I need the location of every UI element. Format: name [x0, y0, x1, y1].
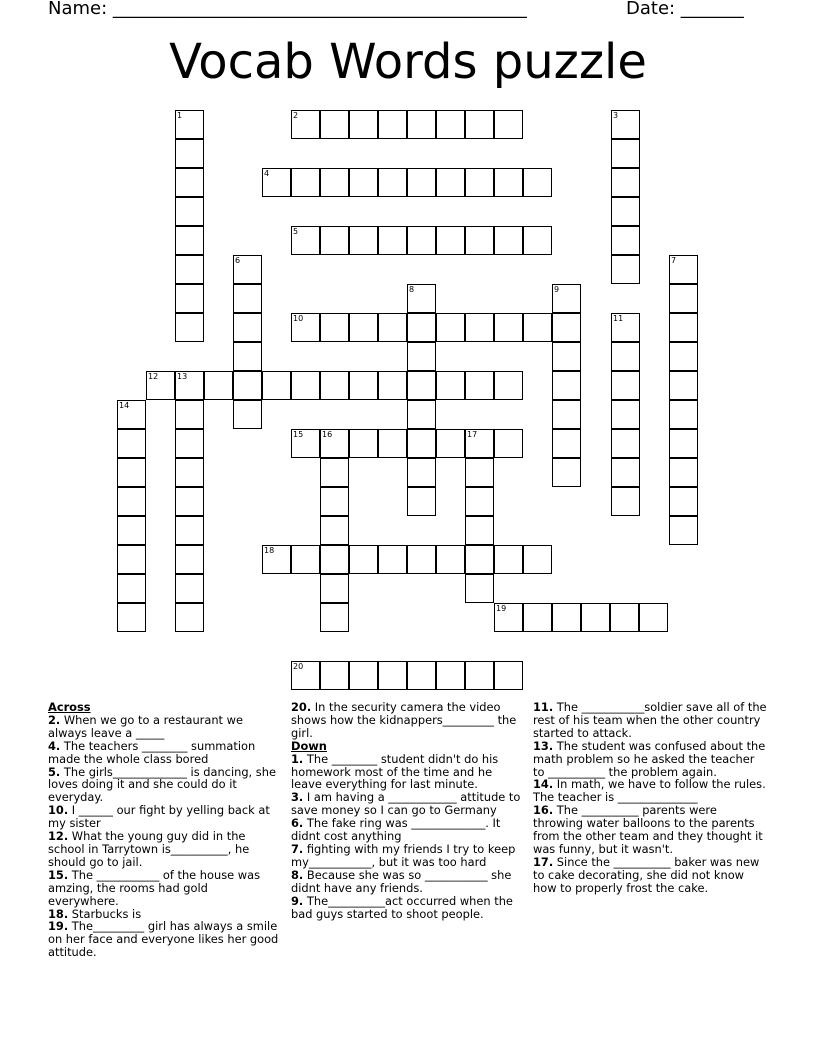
grid-cell[interactable] [175, 487, 204, 516]
grid-cell[interactable] [262, 168, 291, 197]
grid-cell[interactable] [611, 487, 640, 516]
grid-cell[interactable] [291, 226, 320, 255]
clue-number: 20. [291, 700, 312, 714]
clue-text: The_________ girl has always a smile on her face and everyone likes her good attitude. [48, 919, 279, 960]
grid-cell[interactable] [233, 313, 262, 342]
cell-number: 6 [235, 256, 241, 265]
grid-cell[interactable] [465, 516, 494, 545]
grid-cell[interactable] [436, 110, 465, 139]
clue-text: Because she was so ___________ she didnt have any friends. [291, 867, 512, 895]
grid-cell[interactable] [465, 226, 494, 255]
grid-cell[interactable] [407, 371, 436, 400]
grid-cell[interactable] [669, 429, 698, 458]
grid-cell[interactable] [349, 429, 378, 458]
grid-cell[interactable] [465, 487, 494, 516]
grid-cell[interactable] [378, 110, 407, 139]
grid-cell[interactable] [175, 255, 204, 284]
grid-cell[interactable] [494, 226, 523, 255]
clue-number: 1. [291, 751, 304, 766]
grid-cell[interactable] [320, 603, 349, 632]
clue [48, 920, 282, 959]
grid-cell[interactable] [175, 168, 204, 197]
across-heading: Across [48, 700, 91, 714]
grid-cell[interactable] [262, 545, 291, 574]
grid-cell[interactable] [233, 255, 262, 284]
grid-cell[interactable] [436, 545, 465, 574]
grid-cell[interactable] [320, 110, 349, 139]
clue [291, 895, 525, 921]
grid-cell[interactable] [117, 545, 146, 574]
cell-number: 10 [293, 314, 304, 323]
clue [48, 804, 282, 830]
cell-number: 17 [467, 430, 478, 439]
name-line[interactable]: Name: ______________________________________________ [48, 0, 527, 19]
grid-cell[interactable] [407, 429, 436, 458]
grid-cell[interactable] [233, 342, 262, 371]
cell-number: 13 [177, 372, 188, 381]
clue-text: What the young guy did in the school in Tarrytown is__________, he should go to jail. [48, 829, 250, 869]
grid-cell[interactable] [611, 255, 640, 284]
clue-text: The __________ parents were throwing water balloons to the parents from the other team and they thought it was funny, but it wasn't. [533, 803, 763, 856]
grid-cell[interactable] [407, 487, 436, 516]
grid-cell[interactable] [175, 226, 204, 255]
grid-cell[interactable] [669, 400, 698, 429]
grid-cell[interactable] [146, 371, 175, 400]
clue-number: 8. [291, 867, 304, 882]
clue [48, 714, 282, 740]
grid-cell[interactable] [175, 516, 204, 545]
grid-cell[interactable] [175, 139, 204, 168]
grid-cell[interactable] [523, 226, 552, 255]
clues-column-3 [533, 701, 767, 895]
clue [291, 843, 525, 869]
grid-cell[interactable] [669, 458, 698, 487]
grid-cell[interactable] [320, 545, 349, 574]
grid-cell[interactable] [611, 197, 640, 226]
grid-cell[interactable] [494, 603, 523, 632]
clue [291, 701, 525, 740]
grid-cell[interactable] [611, 226, 640, 255]
grid-cell[interactable] [378, 226, 407, 255]
clue-text: The ___________soldier save all of the rest of his team when the other country started to attack. [533, 700, 767, 740]
clue-text: The__________act occurred when the bad guys started to shoot people. [291, 893, 513, 921]
grid-cell[interactable] [233, 371, 262, 400]
grid-cell[interactable] [117, 429, 146, 458]
grid-cell[interactable] [349, 110, 378, 139]
grid-cell[interactable] [233, 284, 262, 313]
grid-cell[interactable] [523, 545, 552, 574]
grid-cell[interactable] [465, 110, 494, 139]
grid-cell[interactable] [175, 603, 204, 632]
grid-cell[interactable] [175, 371, 204, 400]
grid-cell[interactable] [494, 371, 523, 400]
grid-cell[interactable] [233, 400, 262, 429]
grid-cell[interactable] [611, 313, 640, 342]
clue [48, 830, 282, 869]
clue-number: 15. [48, 867, 69, 882]
grid-cell[interactable] [552, 429, 581, 458]
grid-cell[interactable] [349, 226, 378, 255]
grid-cell[interactable] [669, 371, 698, 400]
grid-cell[interactable] [407, 313, 436, 342]
grid-cell[interactable] [465, 545, 494, 574]
cell-number: 16 [322, 430, 333, 439]
grid-cell[interactable] [349, 661, 378, 690]
clues-column-1 [48, 701, 282, 959]
grid-cell[interactable] [378, 429, 407, 458]
grid-cell[interactable] [204, 371, 233, 400]
clue-number: 4. [48, 738, 61, 753]
clue [291, 753, 525, 792]
clue-text: The ________ student didn't do his homework most of the time and he leave everything for last minute. [291, 751, 499, 792]
grid-cell[interactable] [407, 661, 436, 690]
grid-cell[interactable] [117, 574, 146, 603]
grid-cell[interactable] [611, 168, 640, 197]
grid-cell[interactable] [669, 516, 698, 545]
grid-cell[interactable] [175, 284, 204, 313]
cell-number: 14 [119, 401, 130, 410]
grid-cell[interactable] [175, 574, 204, 603]
grid-cell[interactable] [378, 168, 407, 197]
clue [533, 701, 767, 740]
clue [533, 856, 767, 895]
clue-number: 17. [533, 854, 554, 869]
grid-cell[interactable] [320, 574, 349, 603]
clue [291, 791, 525, 817]
date-line[interactable]: Date: _______ [626, 0, 744, 19]
clue-number: 13. [533, 738, 554, 753]
grid-cell[interactable] [320, 371, 349, 400]
grid-cell[interactable] [552, 371, 581, 400]
grid-cell[interactable] [436, 661, 465, 690]
clue-text: Starbucks is [68, 906, 142, 921]
grid-cell[interactable] [320, 458, 349, 487]
grid-cell[interactable] [407, 168, 436, 197]
grid-cell[interactable] [465, 458, 494, 487]
grid-cell[interactable] [465, 313, 494, 342]
clue [533, 804, 767, 856]
grid-cell[interactable] [349, 313, 378, 342]
clue-text: The student was confused about the math problem so he asked the teacher to __________ the problem again. [533, 738, 766, 779]
puzzle-title: Vocab Words puzzle [169, 34, 647, 90]
clue-number: 6. [291, 816, 304, 831]
clue-text: In the security camera the video shows how the kidnappers_________ the girl. [291, 700, 517, 740]
grid-cell[interactable] [523, 313, 552, 342]
grid-cell[interactable] [523, 168, 552, 197]
grid-cell[interactable] [465, 574, 494, 603]
grid-cell[interactable] [494, 168, 523, 197]
cell-number: 4 [264, 169, 270, 178]
grid-cell[interactable] [436, 429, 465, 458]
grid-cell[interactable] [291, 371, 320, 400]
grid-cell[interactable] [320, 313, 349, 342]
grid-cell[interactable] [436, 313, 465, 342]
grid-cell[interactable] [320, 226, 349, 255]
grid-cell[interactable] [320, 661, 349, 690]
grid-cell[interactable] [611, 429, 640, 458]
clue [48, 869, 282, 908]
grid-cell[interactable] [291, 545, 320, 574]
grid-cell[interactable] [669, 255, 698, 284]
grid-cell[interactable] [320, 429, 349, 458]
grid-cell[interactable] [378, 661, 407, 690]
clue-number: 5. [48, 764, 61, 779]
cell-number: 12 [148, 372, 159, 381]
grid-cell[interactable] [523, 603, 552, 632]
grid-cell[interactable] [552, 313, 581, 342]
grid-cell[interactable] [611, 458, 640, 487]
grid-cell[interactable] [611, 400, 640, 429]
grid-cell[interactable] [407, 284, 436, 313]
grid-cell[interactable] [611, 110, 640, 139]
grid-cell[interactable] [320, 168, 349, 197]
clue-text: The ___________ of the house was amzing, the rooms had gold everywhere. [48, 867, 260, 908]
clue-number: 11. [533, 700, 554, 714]
grid-cell[interactable] [465, 168, 494, 197]
grid-cell[interactable] [175, 110, 204, 139]
grid-cell[interactable] [320, 487, 349, 516]
grid-cell[interactable] [407, 545, 436, 574]
grid-cell[interactable] [407, 110, 436, 139]
grid-cell[interactable] [407, 226, 436, 255]
grid-cell[interactable] [552, 284, 581, 313]
grid-cell[interactable] [175, 429, 204, 458]
cell-number: 15 [293, 430, 304, 439]
cell-number: 1 [177, 111, 183, 120]
grid-cell[interactable] [291, 168, 320, 197]
grid-cell[interactable] [436, 226, 465, 255]
clue-number: 9. [291, 893, 304, 908]
grid-cell[interactable] [291, 429, 320, 458]
clue-text: The fake ring was _____________. It didnt cost anything [291, 816, 501, 844]
clue-text: I ______ our fight by yelling back at my sister [48, 803, 270, 831]
clue-number: 10. [48, 803, 69, 818]
clue-number: 19. [48, 919, 69, 934]
grid-cell[interactable] [494, 429, 523, 458]
grid-cell[interactable] [175, 197, 204, 226]
clue-text: fighting with my friends I try to keep my___________, but it was too hard [291, 841, 516, 869]
grid-cell[interactable] [669, 487, 698, 516]
grid-cell[interactable] [349, 168, 378, 197]
grid-cell[interactable] [117, 458, 146, 487]
grid-cell[interactable] [117, 516, 146, 545]
clue-number: 18. [48, 906, 69, 921]
grid-cell[interactable] [175, 400, 204, 429]
grid-cell[interactable] [552, 603, 581, 632]
cell-number: 2 [293, 111, 299, 120]
clue-text: I am having a ____________ attitude to save money so I can go to Germany [291, 790, 521, 818]
grid-cell[interactable] [552, 400, 581, 429]
cell-number: 9 [554, 285, 560, 294]
grid-cell[interactable] [581, 603, 610, 632]
grid-cell[interactable] [262, 371, 291, 400]
grid-cell[interactable] [610, 603, 639, 632]
grid-cell[interactable] [117, 400, 146, 429]
grid-cell[interactable] [494, 313, 523, 342]
grid-cell[interactable] [378, 371, 407, 400]
cell-number: 5 [293, 227, 299, 236]
grid-cell[interactable] [494, 545, 523, 574]
cell-number: 18 [264, 546, 275, 555]
grid-cell[interactable] [291, 110, 320, 139]
clues-column-2 [291, 701, 525, 920]
grid-cell[interactable] [175, 313, 204, 342]
grid-cell[interactable] [669, 313, 698, 342]
grid-cell[interactable] [436, 371, 465, 400]
grid-cell[interactable] [407, 458, 436, 487]
clue-number: 12. [48, 829, 69, 844]
grid-cell[interactable] [407, 400, 436, 429]
clue [48, 766, 282, 805]
grid-cell[interactable] [349, 371, 378, 400]
clue-text: In math, we have to follow the rules. The teacher is ______________ [533, 777, 766, 805]
grid-cell[interactable] [611, 371, 640, 400]
clue [533, 778, 767, 804]
grid-cell[interactable] [320, 516, 349, 545]
clue-text: The girls_____________ is dancing, she loves doing it and she could do it everyday. [48, 764, 276, 805]
grid-cell[interactable] [611, 342, 640, 371]
grid-cell[interactable] [552, 458, 581, 487]
clue-number: 3. [291, 790, 304, 805]
clue-number: 14. [533, 777, 554, 792]
clue-number: 16. [533, 803, 554, 818]
clue [291, 869, 525, 895]
grid-cell[interactable] [378, 313, 407, 342]
grid-cell[interactable] [669, 284, 698, 313]
grid-cell[interactable] [465, 661, 494, 690]
grid-cell[interactable] [639, 603, 668, 632]
grid-cell[interactable] [465, 371, 494, 400]
grid-cell[interactable] [349, 545, 378, 574]
grid-cell[interactable] [465, 429, 494, 458]
cell-number: 20 [293, 662, 304, 671]
grid-cell[interactable] [175, 545, 204, 574]
grid-cell[interactable] [494, 110, 523, 139]
grid-cell[interactable] [552, 342, 581, 371]
clue [48, 740, 282, 766]
clue-text: When we go to a restaurant we always leave a _____ [48, 712, 243, 740]
cell-number: 19 [496, 604, 507, 613]
grid-cell[interactable] [611, 139, 640, 168]
cell-number: 3 [613, 111, 619, 120]
clue [533, 740, 767, 779]
down-heading: Down [291, 738, 327, 753]
grid-cell[interactable] [117, 487, 146, 516]
clue [291, 817, 525, 843]
grid-cell[interactable] [117, 603, 146, 632]
grid-cell[interactable] [291, 313, 320, 342]
grid-cell[interactable] [291, 661, 320, 690]
grid-cell[interactable] [436, 168, 465, 197]
cell-number: 8 [409, 285, 415, 294]
grid-cell[interactable] [378, 545, 407, 574]
grid-cell[interactable] [175, 458, 204, 487]
clue-number: 7. [291, 841, 304, 856]
grid-cell[interactable] [669, 342, 698, 371]
clue-number: 2. [48, 712, 61, 727]
grid-cell[interactable] [407, 342, 436, 371]
cell-number: 11 [613, 314, 624, 323]
cell-number: 7 [671, 256, 677, 265]
clue-text: The teachers ________ summation made the whole class bored [48, 738, 256, 766]
grid-cell[interactable] [494, 661, 523, 690]
clue-text: Since the __________ baker was new to cake decorating, she did not know how to properly frost the cake. [533, 854, 760, 895]
